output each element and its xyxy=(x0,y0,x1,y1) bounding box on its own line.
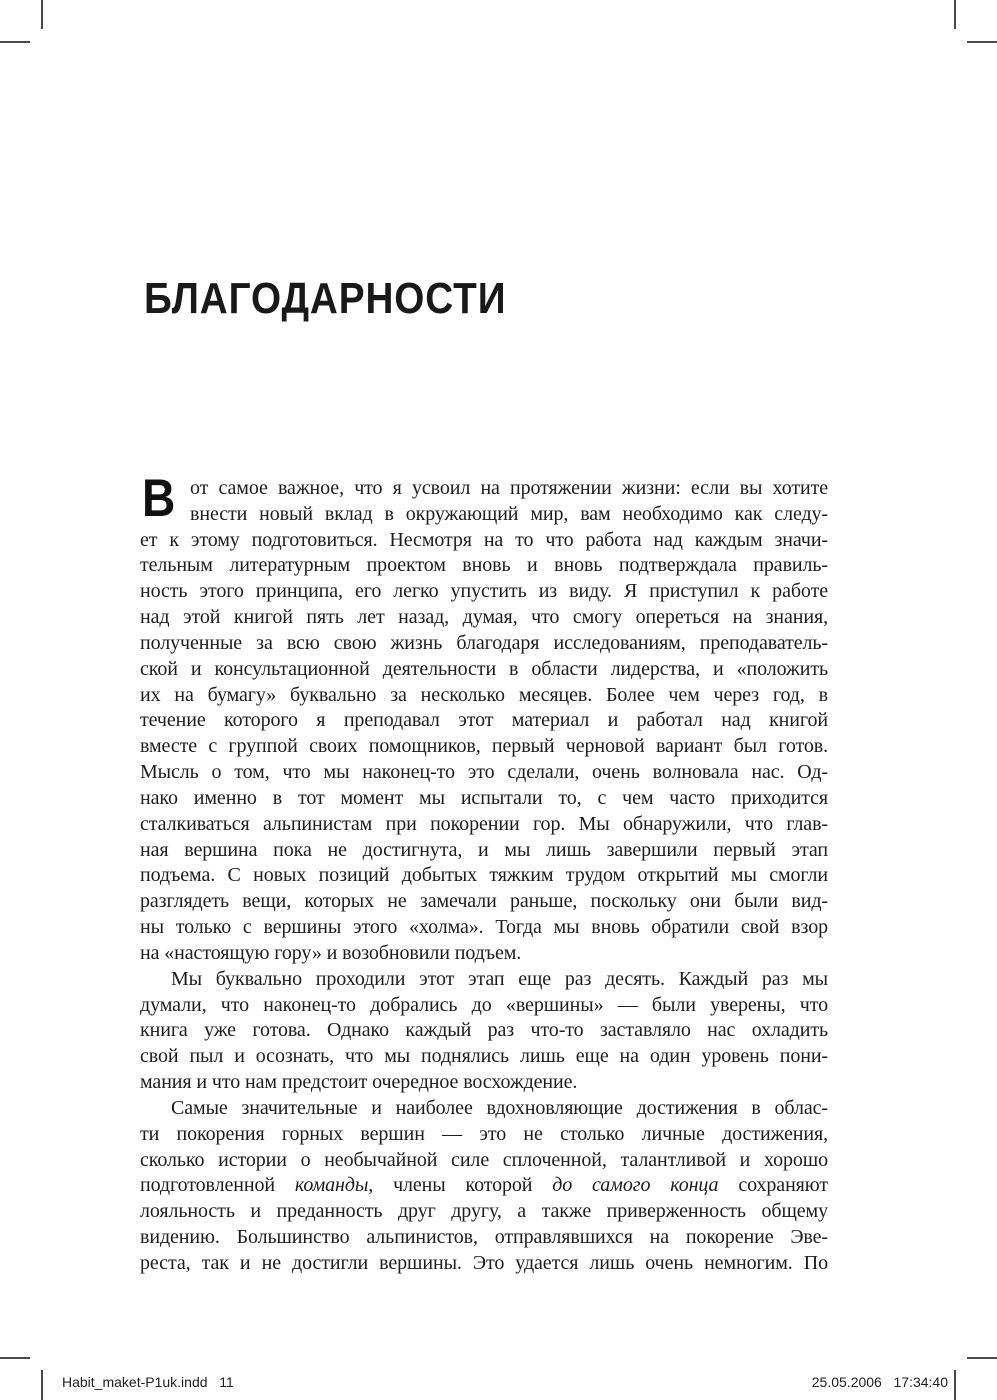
crop-mark-top-right-horizontal xyxy=(967,41,997,43)
plain-text: сохраняют xyxy=(718,1174,828,1197)
crop-mark-bottom-right-horizontal xyxy=(967,1357,997,1359)
dropcap-letter: В xyxy=(142,469,176,528)
text-line: вместе с группой своих помощников, первый черновой вариант был готов. xyxy=(140,735,828,758)
crop-mark-top-right-vertical xyxy=(954,0,956,29)
text-line: над этой книгой пять лет назад, думая, что смогу опереться на знания, xyxy=(140,606,828,629)
text-line: Самые значительные и наиболее вдохновляющие достижения в облас- xyxy=(171,1096,828,1119)
text-line: ет к этому подготовиться. Несмотря на то что работа над каждым значи- xyxy=(140,528,828,551)
text-line: лояльность и преданность друг другу, а также приверженность общему xyxy=(140,1200,828,1223)
italic-text: до самого конца xyxy=(552,1174,719,1197)
text-line: мания и что нам предстоит очередное восхождение. xyxy=(140,1071,578,1094)
text-line: ны только с вершины этого «холма». Тогда мы вновь обратили свой взор xyxy=(140,916,828,939)
text-line: сколько истории о необычайной силе сплоченной, талантливой и хорошо xyxy=(140,1148,828,1171)
plain-text: подготовленной xyxy=(140,1174,295,1197)
italic-text: команды, xyxy=(294,1174,374,1197)
body-text xyxy=(140,469,828,1277)
text-line: книга уже готова. Однако каждый раз что-то заставляло нас охладить xyxy=(140,1019,828,1042)
crop-mark-bottom-left-horizontal xyxy=(0,1357,30,1359)
text-line: внести новый вклад в окружающий мир, вам необходимо как следу- xyxy=(190,502,828,525)
text-line: Мы буквально проходили этот этап еще раз десять. Каждый раз мы xyxy=(171,967,828,990)
text-line: нако именно в тот момент мы испытали то, с чем часто приходится xyxy=(140,786,828,809)
slug-timestamp: 25.05.2006 17:34:40 xyxy=(811,1374,948,1390)
text-line: ность этого принципа, его легко упустить из виду. Я приступил к работе xyxy=(140,580,828,603)
text-line: на «настоящую гору» и возобновили подъем. xyxy=(140,941,522,964)
text-line: полученные за всю свою жизнь благодаря исследованиям, преподаватель- xyxy=(140,631,828,654)
text-line: Мысль о том, что мы наконец-то это сделали, очень волновала нас. Од- xyxy=(140,761,828,784)
text-line: от самое важное, что я усвоил на протяжении жизни: если вы хотите xyxy=(190,477,828,499)
text-line: ная вершина пока не достигнута, и мы лишь завершили первый этап xyxy=(140,838,828,861)
text-line: их на бумагу» буквально за несколько месяцев. Более чем через год, в xyxy=(140,683,828,706)
text-line: разглядеть вещи, которых не замечали раньше, поскольку они были вид- xyxy=(140,890,828,913)
text-line: видению. Большинство альпинистов, отправлявшихся на покорение Эве- xyxy=(140,1226,828,1249)
text-line: ти покорения горных вершин — это не столько личные достижения, xyxy=(140,1122,828,1145)
crop-mark-top-left-horizontal xyxy=(0,41,30,43)
crop-mark-top-left-vertical xyxy=(41,0,43,29)
slug-filename: Habit_maket-P1uk.indd 11 xyxy=(62,1374,234,1390)
text-line: думали, что наконец-то добрались до «вершины» — были уверены, что xyxy=(140,993,828,1016)
paragraph xyxy=(140,469,828,967)
text-line: течение которого я преподавал этот материал и работал над книгой xyxy=(140,709,828,732)
text-line: реста, так и не достигли вершины. Это удается лишь очень немногим. По xyxy=(140,1251,828,1274)
text-line: свой пыл и осознать, что мы поднялись лишь еще на один уровень пони- xyxy=(140,1045,828,1068)
paragraph xyxy=(140,1096,828,1277)
text-line: подъема. С новых позиций добытых тяжким трудом открытий мы смогли xyxy=(140,864,828,887)
text-line xyxy=(140,1173,828,1199)
text-line: сталкиваться альпинистам при покорении гор. Мы обнаружили, что глав- xyxy=(140,812,828,835)
chapter-title: БЛАГОДАРНОСТИ xyxy=(144,274,507,323)
crop-mark-bottom-right-vertical xyxy=(954,1370,956,1400)
paragraph xyxy=(140,967,828,1096)
text-line: ской и консультационной деятельности в области лидерства, и «положить xyxy=(140,657,828,680)
text-line: тельным литературным проектом вновь и вновь подтверждала правиль- xyxy=(140,554,828,577)
plain-text: члены которой xyxy=(373,1174,553,1197)
crop-mark-bottom-left-vertical xyxy=(41,1370,43,1400)
